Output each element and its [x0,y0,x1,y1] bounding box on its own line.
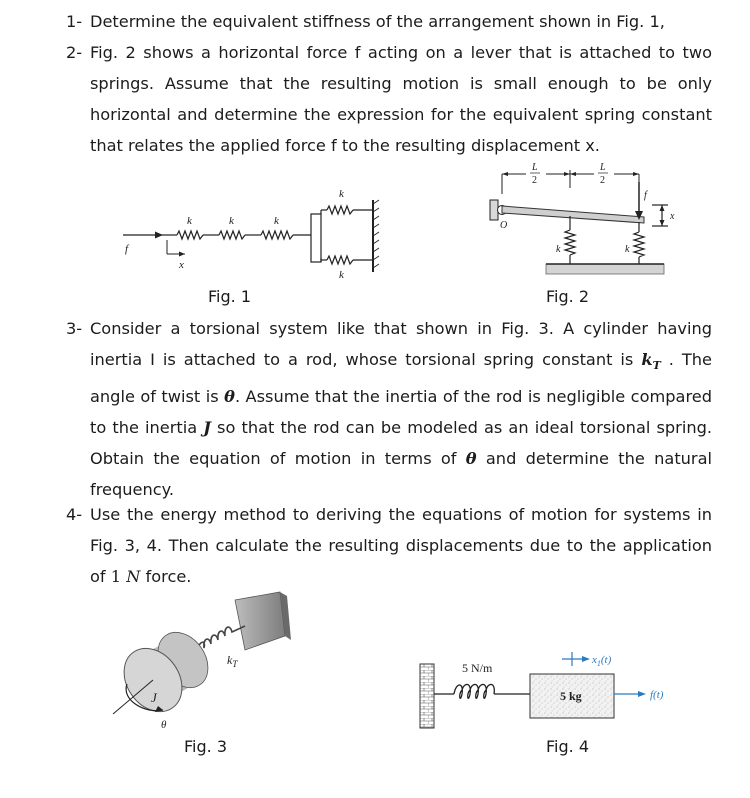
lever-spring-2 [634,232,644,257]
caption-fig1: Fig. 1 [208,287,251,306]
caption-fig2: Fig. 2 [546,287,589,306]
spring-4 [327,206,353,214]
x-label: x [670,211,675,222]
force-arrow-icon [638,691,646,697]
spring-1 [177,231,203,239]
angle-label: θ [161,719,167,731]
k-label: k [187,215,192,227]
force-arrow-icon [155,232,163,239]
force-label: f(t) [650,689,664,701]
force-label: f [644,190,647,201]
k-label: k [274,215,279,227]
half-L-num: L [532,162,538,173]
displacement-arrow-icon [582,656,590,662]
figure-4 [412,646,682,736]
spring-3 [261,231,293,239]
force-unit: N [126,567,141,586]
question-text: Consider a torsional system like that shown in Fig. 3. A cylinder having inertia I is attached to a rod, whose torsional spring constant is $k_T$ . The angle of twist is θ. Assume that the inertia of the rod is negligible compared to the inertia J so that the rod can be modeled as an ideal torsional spring. Obtain the equation of motion in terms of θ and determine the natural frequency. [90,319,713,500]
ground [546,264,664,274]
lever-bar [502,206,644,223]
spring-constant-label: 5 N/m [462,661,493,675]
symbol-theta: θ [465,449,477,469]
question-number: 4- [66,505,83,524]
figure-3 [105,588,305,738]
x-label: x [179,259,184,271]
k-label: k [229,215,234,227]
half-L-num: L [600,162,606,173]
torsional-spring [197,626,245,650]
k-label: k [625,244,630,255]
mass-label: 5 kg [560,689,582,703]
fixed-wall [235,592,285,650]
caption-fig4: Fig. 4 [546,737,589,756]
symbol-kT: $k_T$ [641,350,661,373]
spring-label: $k_T$ [227,653,238,669]
question-number: 2- [66,43,83,62]
spring-5 [327,256,353,264]
pivot-support [490,200,498,220]
symbol-J: J [203,418,211,438]
question-3 [66,313,712,505]
caption-fig3: Fig. 3 [184,737,227,756]
question-text: Fig. 2 shows a horizontal force f acting on a lever that is attached to two springs. Assume that the resulting motion is small enough to be only horizontal and determine the expression for the equivalent spring constant that relates the applied force f to the resulting displacement x. [90,43,712,155]
spring-2 [219,231,245,239]
question-number: 3- [66,319,83,338]
question-number: 1- [66,12,83,31]
k-label: k [339,188,344,200]
question-1 [66,6,712,37]
pivot-label: O [500,220,508,231]
force-value: 1 [110,567,122,586]
half-L-den: 2 [600,175,605,186]
figure-1 [115,180,390,285]
force-label: f [125,243,129,255]
figure-2 [484,160,684,282]
lever-spring-1 [565,230,575,255]
displacement-arrow-icon [179,252,185,257]
k-label: k [339,269,344,281]
k-label: k [556,244,561,255]
spring [434,684,530,698]
question-2 [66,37,712,161]
x1-label: $x_1(t)$ [592,654,612,668]
inertia-label: J [151,690,157,705]
connector-bar [311,214,321,262]
question-text: Use the energy method to deriving the equations of motion for systems in Fig. 3, 4. Then calculate the resulting displacements due to the application of 1 N force. [90,505,712,586]
fixed-wall [420,664,434,728]
question-4 [66,499,712,592]
question-text: Determine the equivalent stiffness of the arrangement shown in Fig. 1, [90,12,665,31]
symbol-theta: θ [224,387,235,407]
half-L-den: 2 [532,175,537,186]
